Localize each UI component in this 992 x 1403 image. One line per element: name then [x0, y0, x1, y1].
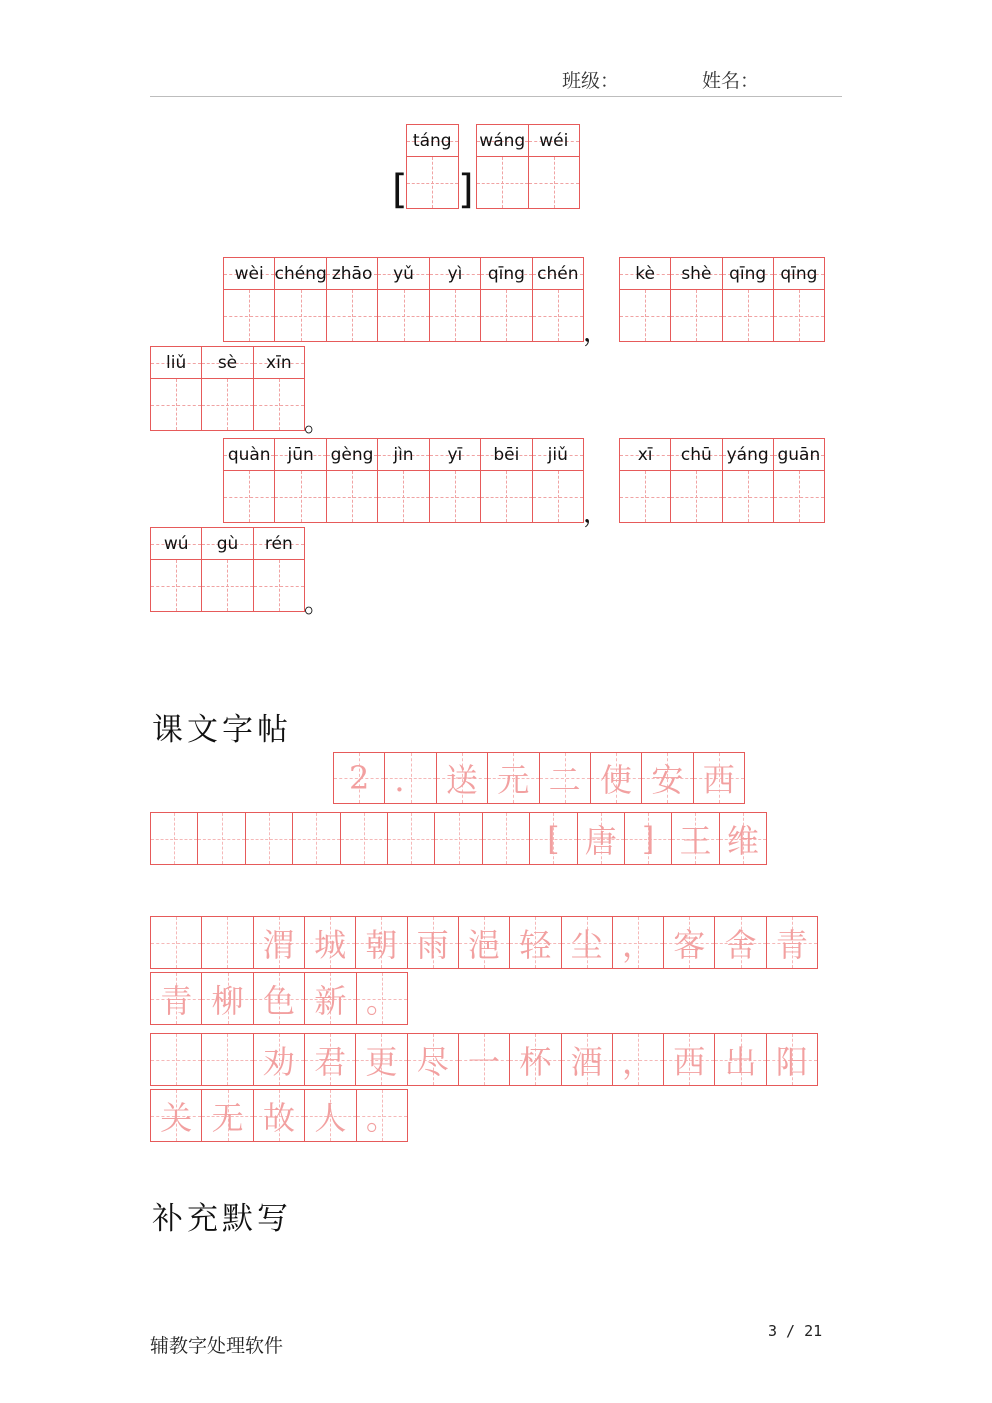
char-cell: 安	[642, 753, 693, 803]
py-text: wáng	[479, 130, 526, 151]
py-text: chū	[680, 444, 712, 465]
char-cell: ，	[613, 917, 664, 968]
char-cell	[435, 813, 482, 864]
py-text: kè	[635, 263, 655, 284]
char-cell: ．	[385, 753, 436, 803]
char-cell	[483, 813, 530, 864]
char-cell	[388, 813, 435, 864]
char-cell: 浥	[459, 917, 510, 968]
py-text: rén	[264, 533, 293, 554]
char-cell: 酒	[562, 1034, 613, 1085]
pinyin-grid-line2	[150, 346, 305, 431]
char-cell: 城	[305, 917, 356, 968]
char-cell: 舍	[715, 917, 766, 968]
comma: ，	[583, 318, 610, 348]
char-box[interactable]	[529, 157, 580, 208]
char-box[interactable]	[254, 560, 304, 611]
py-text: xī	[637, 444, 653, 465]
char-cell	[246, 813, 293, 864]
py-text: liǔ	[166, 352, 187, 373]
char-box[interactable]	[202, 560, 252, 611]
char-cell: 柳	[202, 973, 253, 1024]
section-title-dictation: 补充默写	[152, 1201, 292, 1237]
char-cell	[202, 917, 253, 968]
section-title-copybook: 课文字帖	[152, 712, 292, 748]
char-cell: 二	[540, 753, 591, 803]
char-cell: 新	[305, 973, 356, 1024]
char-box[interactable]	[254, 379, 304, 430]
char-box[interactable]	[723, 290, 773, 341]
copybook-poem-line4	[150, 1089, 408, 1142]
char-box[interactable]	[378, 471, 428, 522]
name-label: 姓名：	[702, 70, 760, 92]
char-box[interactable]	[430, 290, 480, 341]
char-cell	[151, 917, 202, 968]
char-box[interactable]	[151, 560, 201, 611]
py-text: xīn	[266, 352, 292, 373]
char-cell: 朝	[356, 917, 407, 968]
char-box[interactable]	[533, 471, 583, 522]
char-box[interactable]	[275, 290, 326, 341]
char-cell: 王	[672, 813, 719, 864]
char-cell: 维	[720, 813, 767, 864]
copybook-poem-line2	[150, 972, 408, 1025]
char-cell: 色	[254, 973, 305, 1024]
pinyin-grid-line3a	[223, 438, 584, 523]
char-cell: 更	[356, 1034, 407, 1085]
py-text: shè	[681, 263, 712, 284]
pinyin-grid-line1b	[619, 257, 825, 342]
char-cell: 2	[334, 753, 385, 803]
author-dynasty-grid	[406, 124, 459, 209]
author-name-grid	[476, 124, 580, 209]
py-text: chén	[537, 263, 579, 284]
copybook-author-row	[150, 812, 767, 865]
char-box[interactable]	[620, 471, 670, 522]
open-bracket: [	[392, 167, 408, 213]
char-box[interactable]	[224, 471, 274, 522]
char-box[interactable]	[151, 379, 201, 430]
py-text: yáng	[726, 444, 769, 465]
char-cell: 青	[151, 973, 202, 1024]
char-cell: 阳	[767, 1034, 818, 1085]
char-cell: 人	[305, 1090, 356, 1141]
close-bracket: ]	[458, 167, 474, 213]
py-text: qīng	[729, 263, 767, 284]
char-cell: 客	[664, 917, 715, 968]
py-text: wú	[163, 533, 189, 554]
char-cell: 无	[202, 1090, 253, 1141]
py-text: sè	[217, 352, 238, 373]
py-text: guān	[777, 444, 821, 465]
char-box[interactable]	[533, 290, 583, 341]
char-box[interactable]	[407, 157, 458, 208]
char-cell	[202, 1034, 253, 1085]
pinyin-grid-line1a	[223, 257, 584, 342]
char-box[interactable]	[774, 471, 824, 522]
char-cell: 关	[151, 1090, 202, 1141]
char-box[interactable]	[620, 290, 670, 341]
py-text: gèng	[330, 444, 374, 465]
char-cell	[198, 813, 245, 864]
char-cell: 西	[694, 753, 745, 803]
char-cell: 尽	[408, 1034, 459, 1085]
py-text: bēi	[493, 444, 520, 465]
py-text: wéi	[539, 130, 569, 151]
py-text: wèi	[234, 263, 264, 284]
char-cell: 出	[715, 1034, 766, 1085]
char-cell: ]	[625, 813, 672, 864]
char-box[interactable]	[477, 157, 528, 208]
py-text: jiǔ	[547, 444, 568, 465]
char-cell: 西	[664, 1034, 715, 1085]
py-text: yǔ	[393, 263, 414, 284]
char-box[interactable]	[481, 471, 531, 522]
copybook-title-row	[333, 752, 745, 804]
char-cell	[341, 813, 388, 864]
py-text: chéng	[274, 263, 327, 284]
py-text: yī	[447, 444, 463, 465]
char-box[interactable]	[202, 379, 252, 430]
py-text: quàn	[227, 444, 271, 465]
char-cell: [	[530, 813, 577, 864]
char-cell: 使	[591, 753, 642, 803]
char-cell	[151, 1034, 202, 1085]
pinyin-grid-line4	[150, 527, 305, 612]
py-text: jìn	[393, 444, 414, 465]
software-label: 辅教字处理软件	[150, 1335, 284, 1357]
py-text: zhāo	[331, 263, 373, 284]
py-text: qīng	[487, 263, 525, 284]
char-box[interactable]	[671, 290, 721, 341]
period: 。	[304, 589, 331, 619]
char-box[interactable]	[275, 471, 325, 522]
char-box[interactable]	[224, 290, 274, 341]
char-cell: 渭	[254, 917, 305, 968]
char-box[interactable]	[430, 471, 480, 522]
header-divider	[150, 96, 842, 97]
pinyin-grid-line3b	[619, 438, 825, 523]
char-cell: 。	[357, 973, 408, 1024]
char-cell: 尘	[562, 917, 613, 968]
char-cell: 送	[437, 753, 488, 803]
char-cell: 杯	[510, 1034, 561, 1085]
char-box[interactable]	[378, 290, 428, 341]
py-text: táng	[412, 130, 452, 151]
char-cell: ，	[613, 1034, 664, 1085]
char-box[interactable]	[481, 290, 531, 341]
char-cell: 君	[305, 1034, 356, 1085]
char-cell: 故	[254, 1090, 305, 1141]
py-cell	[529, 125, 581, 208]
page-number: 3 / 21	[768, 1322, 823, 1340]
char-cell: 唐	[578, 813, 625, 864]
char-cell	[151, 813, 198, 864]
copybook-poem-line1	[150, 916, 818, 969]
char-box[interactable]	[774, 290, 824, 341]
char-box[interactable]	[723, 471, 773, 522]
py-text: yì	[447, 263, 463, 284]
char-box[interactable]	[327, 290, 377, 341]
char-cell: 劝	[254, 1034, 305, 1085]
class-label: 班级：	[562, 70, 620, 92]
char-cell: 。	[357, 1090, 408, 1141]
py-cell	[477, 125, 529, 208]
char-cell: 轻	[510, 917, 561, 968]
py-text: jūn	[287, 444, 314, 465]
py-text: gù	[216, 533, 239, 554]
char-box[interactable]	[327, 471, 377, 522]
comma: ，	[583, 499, 610, 529]
char-cell: 雨	[408, 917, 459, 968]
char-box[interactable]	[671, 471, 721, 522]
char-cell: 一	[459, 1034, 510, 1085]
char-cell	[293, 813, 340, 864]
char-cell: 青	[767, 917, 818, 968]
py-text: qīng	[780, 263, 818, 284]
py-cell	[407, 125, 459, 208]
period: 。	[304, 408, 331, 438]
copybook-poem-line3	[150, 1033, 818, 1086]
char-cell: 元	[488, 753, 539, 803]
